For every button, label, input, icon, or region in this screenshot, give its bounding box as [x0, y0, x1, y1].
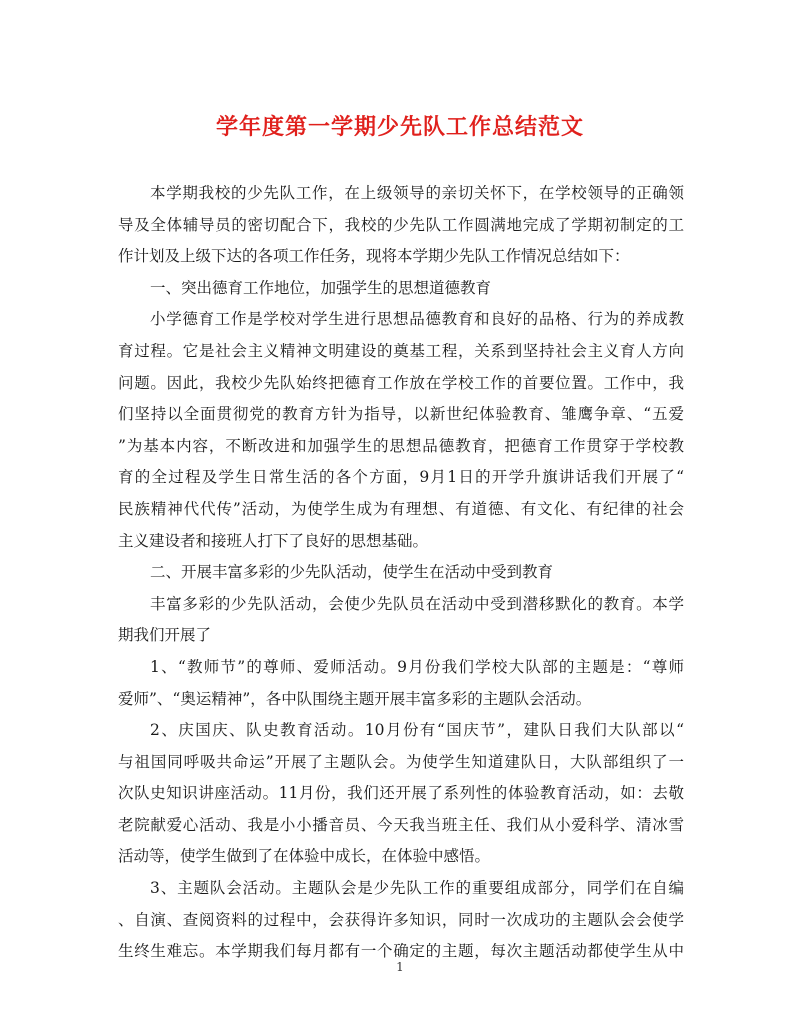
- text-line: 1、“教师节”的尊师、爱师活动。9月份我们学校大队部的主题是：“尊师: [150, 657, 684, 676]
- text-line: 育过程。它是社会主义精神文明建设的奠基工程，关系到坚持社会主义育人方向: [118, 341, 684, 360]
- document-title: 学年度第一学期少先队工作总结范文: [215, 114, 584, 140]
- text-line: 作计划及上级下达的各项工作任务，现将本学期少先队工作情况总结如下：: [118, 247, 630, 266]
- page-number: 1: [396, 960, 404, 974]
- text-line: 小学德育工作是学校对学生进行思想品德教育和良好的品格、行为的养成教: [150, 310, 684, 329]
- text-line: 导及全体辅导员的密切配合下，我校的少先队工作圆满地完成了学期初制定的工: [118, 215, 684, 234]
- text-line: 育的全过程及学生日常生活的各个方面，9月1日的开学升旗讲话我们开展了“: [118, 468, 684, 487]
- text-line: 爱师”、“奥运精神”，各中队围绕主题开展丰富多彩的主题队会活动。: [118, 689, 592, 708]
- text-line: 期我们开展了: [118, 626, 212, 645]
- text-line: 民族精神代代传”活动，为使学生成为有理想、有道德、有文化、有纪律的社会: [118, 499, 684, 518]
- text-line: 本学期我校的少先队工作，在上级领导的亲切关怀下，在学校领导的正确领: [150, 184, 684, 202]
- text-line: 2、庆国庆、队史教育活动。10月份有“国庆节”，建队日我们大队部以“: [150, 721, 684, 740]
- text-line: 与祖国同呼吸共命运”开展了主题队会。为使学生知道建队日，大队部组织了一: [118, 752, 684, 771]
- document-body: [118, 178, 684, 968]
- text-line: 一、突出德育工作地位，加强学生的思想道德教育: [150, 278, 492, 297]
- text-line: 生终生难忘。本学期我们每月都有一个确定的主题，每次主题活动都使学生从中: [118, 942, 684, 961]
- text-line: 次队史知识讲座活动。11月份，我们还开展了系列性的体验教育活动，如：去敬: [118, 784, 684, 803]
- text-line: 、自演、查阅资料的过程中，会获得许多知识，同时一次成功的主题队会会使学: [118, 910, 684, 929]
- text-line: 主义建设者和接班人打下了良好的思想基础。: [118, 531, 429, 550]
- text-line: 活动等，使学生做到了在体验中成长，在体验中感悟。: [118, 847, 491, 866]
- text-line: 问题。因此，我校少先队始终把德育工作放在学校工作的首要位置。工作中，我: [118, 373, 684, 392]
- text-line: 老院献爱心活动、我是小小播音员、今天我当班主任、我们从小爱科学、清冰雪: [118, 815, 684, 834]
- text-line: ”为基本内容，不断改进和加强学生的思想品德教育，把德育工作贯穿于学校教: [118, 436, 684, 455]
- text-line: 丰富多彩的少先队活动，会使少先队员在活动中受到潜移默化的教育。本学: [150, 594, 684, 613]
- text-line: 3、主题队会活动。主题队会是少先队工作的重要组成部分，同学们在自编: [150, 879, 684, 898]
- text-line: 二、开展丰富多彩的少先队活动，使学生在活动中受到教育: [150, 563, 554, 582]
- text-line: 们坚持以全面贯彻党的教育方针为指导，以新世纪体验教育、雏鹰争章、“五爱: [118, 405, 684, 424]
